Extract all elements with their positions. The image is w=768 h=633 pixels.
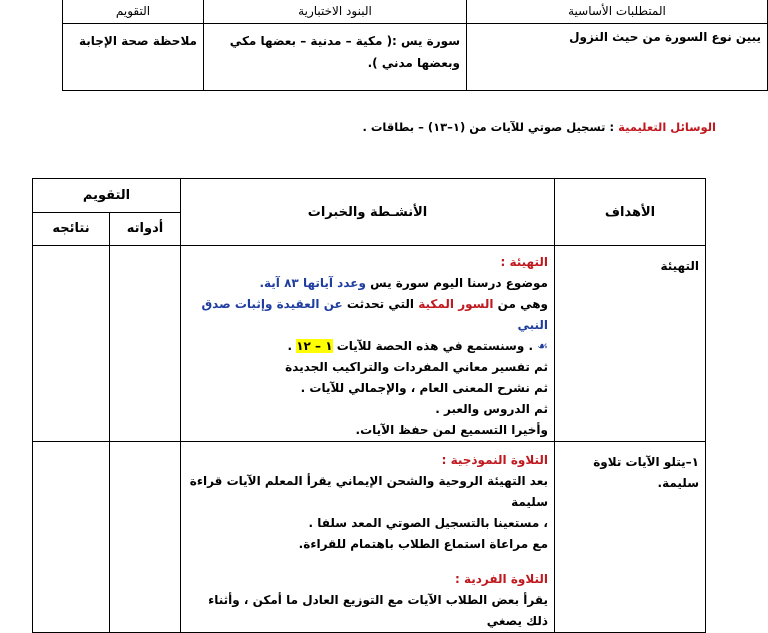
activity-warmup (181, 246, 555, 442)
header-tools: أدواته (110, 212, 181, 246)
warmup-line7: وأخيرا التسميع لمن حفظ الآيات. (355, 423, 548, 437)
header-activities: الأنشـطة والخبرات (181, 179, 555, 246)
tools-cell-1 (110, 246, 181, 442)
recite-line1: بعد التهيئة الروحية والشحن الإيماني يقرأ المعلم الآيات قراءة سليمة (189, 474, 548, 509)
warmup-line1: موضوع درسنا اليوم سورة يس وعدد آياتها ٨٣ آية. (259, 276, 548, 290)
header-test-items: البنود الاختبارية (204, 0, 467, 24)
individual-line1: يقرأ بعض الطلاب الآيات مع التوزيع العادل ما أمكن ، وأثناء ذلك يصغي (208, 593, 548, 628)
warmup-line3: ☙ . وسنستمع في هذه الحصة للآيات ١ – ١٢ . (287, 339, 548, 353)
tools-cell-2 (110, 442, 181, 633)
results-cell-1 (33, 246, 110, 442)
warmup-line5: ثم نشرح المعنى العام ، والإجمالي للآيات . (300, 381, 548, 395)
lesson-plan-table (32, 178, 706, 633)
results-cell-2 (33, 442, 110, 633)
media-text: تسجيل صوتي للآيات من (١–١٣) – بطاقات . (362, 120, 606, 134)
header-prerequisites: المتطلبات الأساسية (467, 0, 768, 24)
requirement-cell: يبين نوع السورة من حيث النزول (467, 24, 768, 91)
media-separator: : (605, 120, 619, 134)
goal-recite: ١–يتلو الآيات تلاوة سليمة. (555, 442, 706, 633)
teaching-media-line (362, 120, 716, 134)
header-evaluation-group: التقويم (33, 179, 181, 213)
test-item-cell: سورة يس :( مكية – مدنية – بعضها مكي وبعضها مدني ). (204, 24, 467, 91)
header-goals: الأهداف (555, 179, 706, 246)
recite-line2: ، مستعينا بالتسجيل الصوتي المعد سلفا . (308, 516, 548, 530)
model-recitation-heading: التلاوة النموذجية : (441, 453, 548, 467)
warmup-line6: ثم الدروس والعبر . (435, 402, 548, 416)
evaluation-cell: ملاحظة صحة الإجابة (63, 24, 204, 91)
pbuh-icon: ☙ (537, 339, 548, 353)
activity-recite (181, 442, 555, 633)
individual-recitation-heading: التلاوة الفردية : (455, 572, 548, 586)
warmup-heading: التهيئة : (500, 255, 548, 269)
verses-range-highlight: ١ – ١٢ (296, 339, 333, 353)
warmup-line4: ثم تفسير معاني المفردات والتراكيب الجديدة (285, 360, 548, 374)
header-evaluation: التقويم (63, 0, 204, 24)
requirements-table (62, 0, 768, 91)
media-label: الوسائل التعليمية (618, 120, 716, 134)
goal-warmup: التهيئة (555, 246, 706, 442)
header-results: نتائجه (33, 212, 110, 246)
recite-line3: مع مراعاة استماع الطلاب باهتمام للقراءة. (298, 537, 548, 551)
warmup-line2: وهي من السور المكية التي تحدثت عن العقيدة وإثبات صدق النبي (201, 297, 548, 332)
